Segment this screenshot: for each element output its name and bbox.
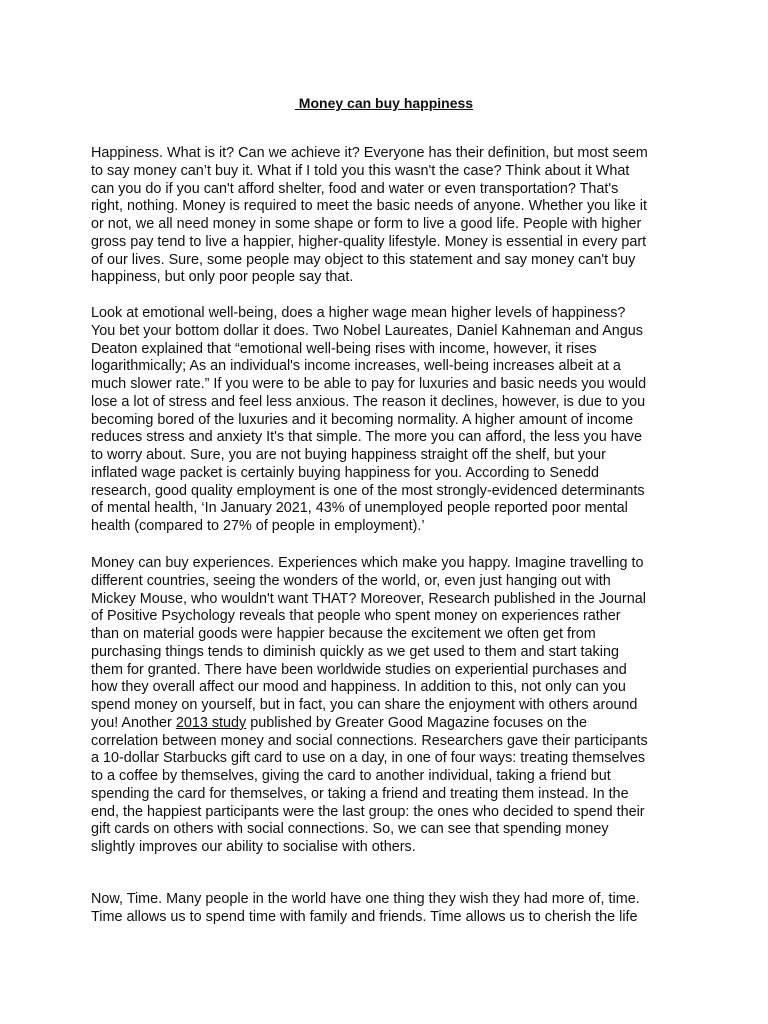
text-line: gift cards on others with social connections. So, we can see that spending money [91,821,609,838]
paragraph-emotional-wellbeing [91,305,679,536]
text-line: much slower rate.” If you were to be able to pay for luxuries and basic needs you would [91,376,647,392]
text-line: how they overall affect our mood and happiness. In addition to this, not only can you [91,679,626,696]
text-line: lose a lot of stress and feel less anxious. The reason it declines, however, is due to you [91,393,646,410]
text-line: Now, Time. Many people in the world have one thing they wish they had more of, time. [91,891,640,907]
text-line: Deaton explained that “emotional well-being rises with income, however, it rises [91,340,597,357]
text-line: health (compared to 27% of people in employment).’ [91,518,425,534]
text-line: happiness, but only poor people say that. [91,269,354,286]
text-line: of Positive Psychology reveals that people who spent money on experiences rather [91,608,621,625]
text-line: right, nothing. Money is required to meet the basic needs of anyone. Whether you like it [91,198,647,215]
text-line: spending the card for themselves, or taking a friend and treating them instead. In the [91,785,629,802]
text-line: reduces stress and anxiety It's that simple. The more you can afford, the less you have [91,429,642,446]
text-line: Time allows us to spend time with family and friends. Time allows us to cherish the life [91,908,638,925]
text-line: of our lives. Sure, some people may object to this statement and say money can't buy [91,251,636,268]
text-line: becoming bored of the luxuries and it becoming normality. A higher amount of income [91,411,634,428]
text-line: to say money can’t buy it. What if I told you this wasn't the case? Think about it What [91,162,630,179]
text-line: them for granted. There have been worldwide studies on experiential purchases and [91,661,627,678]
paragraph-intro [91,145,679,287]
paragraph-time [91,891,679,927]
text-line: research, good quality employment is one of the most strongly-evidenced determinants [91,482,645,499]
text-line: purchasing things tends to diminish quickly as we get used to them and start taking [91,643,619,660]
text-line: inflated wage packet is certainly buying happiness for you. According to Senedd [91,464,599,481]
text-line: than on material goods were happier because the excitement we often get from [91,626,596,642]
text-line: to a coffee by themselves, giving the card to another individual, taking a friend but [91,768,611,784]
text-line: Money can buy experiences. Experiences which make you happy. Imagine travelling to [91,555,644,571]
text-line: of mental health, ‘In January 2021, 43% of unemployed people reported poor mental [91,500,628,517]
text-line: slightly improves our ability to socialise with others. [91,839,416,855]
text-line: correlation between money and social connections. Researchers gave their participants [91,732,648,749]
text-line-with-link [91,715,679,733]
text-line: Look at emotional well-being, does a higher wage mean higher levels of happiness? [91,305,626,321]
text-line: end, the happiest participants were the last group: the ones who decided to spend their [91,803,645,820]
paragraph-experiences [91,555,679,857]
text-line: gross pay tend to live a happier, higher-quality lifestyle. Money is essential in every part [91,233,647,250]
text-line: different countries, seeing the wonders of the world, or, even just hanging out with [91,572,611,589]
text-line: spend money on yourself, but in fact, you can share the enjoyment with others around [91,697,638,713]
text-line: can you do if you can't afford shelter, food and water or even transportation? That's [91,180,619,197]
text-line: Mickey Mouse, who wouldn't want THAT? Moreover, Research published in the Journal [91,590,646,607]
text-line: to worry about. Sure, you are not buying happiness straight off the shelf, but your [91,447,606,463]
text-line: Happiness. What is it? Can we achieve it? Everyone has their definition, but most seem [91,145,648,161]
link-line-before: you! Another [91,714,176,731]
text-line: logarithmically; As an individual's income increases, well-being increases albeit at a [91,358,621,375]
link-line-after: published by Greater Good Magazine focuses on the [246,714,588,731]
document-title: Money can buy happiness [294,95,474,111]
text-line: You bet your bottom dollar it does. Two Nobel Laureates, Daniel Kahneman and Angus [91,322,644,339]
study-link[interactable]: 2013 study [175,714,247,731]
text-line: a 10-dollar Starbucks gift card to use on a day, in one of four ways: treating themselves [91,750,646,767]
text-line: or not, we all need money in some shape or form to live a good life. People with higher [91,216,642,232]
